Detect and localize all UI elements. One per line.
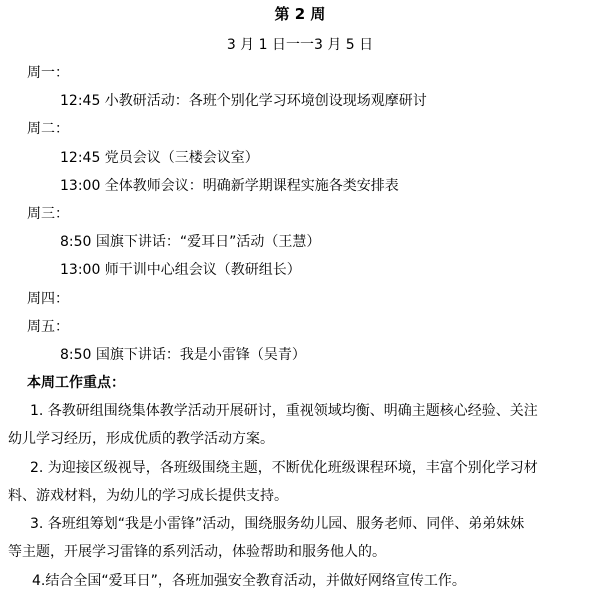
day-label-wednesday: 周三： bbox=[27, 206, 69, 222]
focus-line: 等主题，开展学习雷锋的系列活动，体验帮助和服务他人的。 bbox=[8, 544, 386, 560]
focus-line: 1. 各教研组围绕集体教学活动开展研讨，重视领域均衡、明确主题核心经验、关注 bbox=[30, 403, 538, 419]
event-item: 8:50 国旗下讲话：“爱耳日”活动（王慧） bbox=[60, 234, 321, 250]
event-item: 13:00 全体教师会议：明确新学期课程实施各类安排表 bbox=[60, 178, 399, 194]
page-title: 第 2 周 bbox=[274, 5, 326, 23]
day-label-monday: 周一： bbox=[27, 65, 69, 81]
date-range: 3 月 1 日一一3 月 5 日 bbox=[226, 37, 374, 53]
event-item: 13:00 师干训中心组会议（教研组长） bbox=[60, 262, 301, 278]
event-item: 12:45 小教研活动：各班个别化学习环境创设现场观摩研讨 bbox=[60, 93, 427, 109]
focus-line: 幼儿学习经历，形成优质的教学活动方案。 bbox=[8, 431, 274, 447]
focus-line: 2. 为迎接区级视导，各班级围绕主题，不断优化班级课程环境，丰富个别化学习材 bbox=[30, 460, 538, 476]
event-item: 12:45 党员会议（三楼会议室） bbox=[60, 150, 259, 166]
day-label-thursday: 周四： bbox=[27, 291, 69, 307]
focus-heading: 本周工作重点： bbox=[27, 375, 125, 391]
day-label-tuesday: 周二： bbox=[27, 121, 69, 137]
focus-line: 4.结合全国“爱耳日”，各班加强安全教育活动，并做好网络宣传工作。 bbox=[32, 573, 466, 589]
focus-line: 3. 各班组筹划“我是小雷锋”活动，围绕服务幼儿园、服务老师、同伴、弟弟妹妹 bbox=[30, 516, 525, 532]
event-item: 8:50 国旗下讲话：我是小雷锋（吴青） bbox=[60, 347, 306, 363]
focus-line: 料、游戏材料，为幼儿的学习成长提供支持。 bbox=[8, 488, 288, 504]
day-label-friday: 周五： bbox=[27, 319, 69, 335]
